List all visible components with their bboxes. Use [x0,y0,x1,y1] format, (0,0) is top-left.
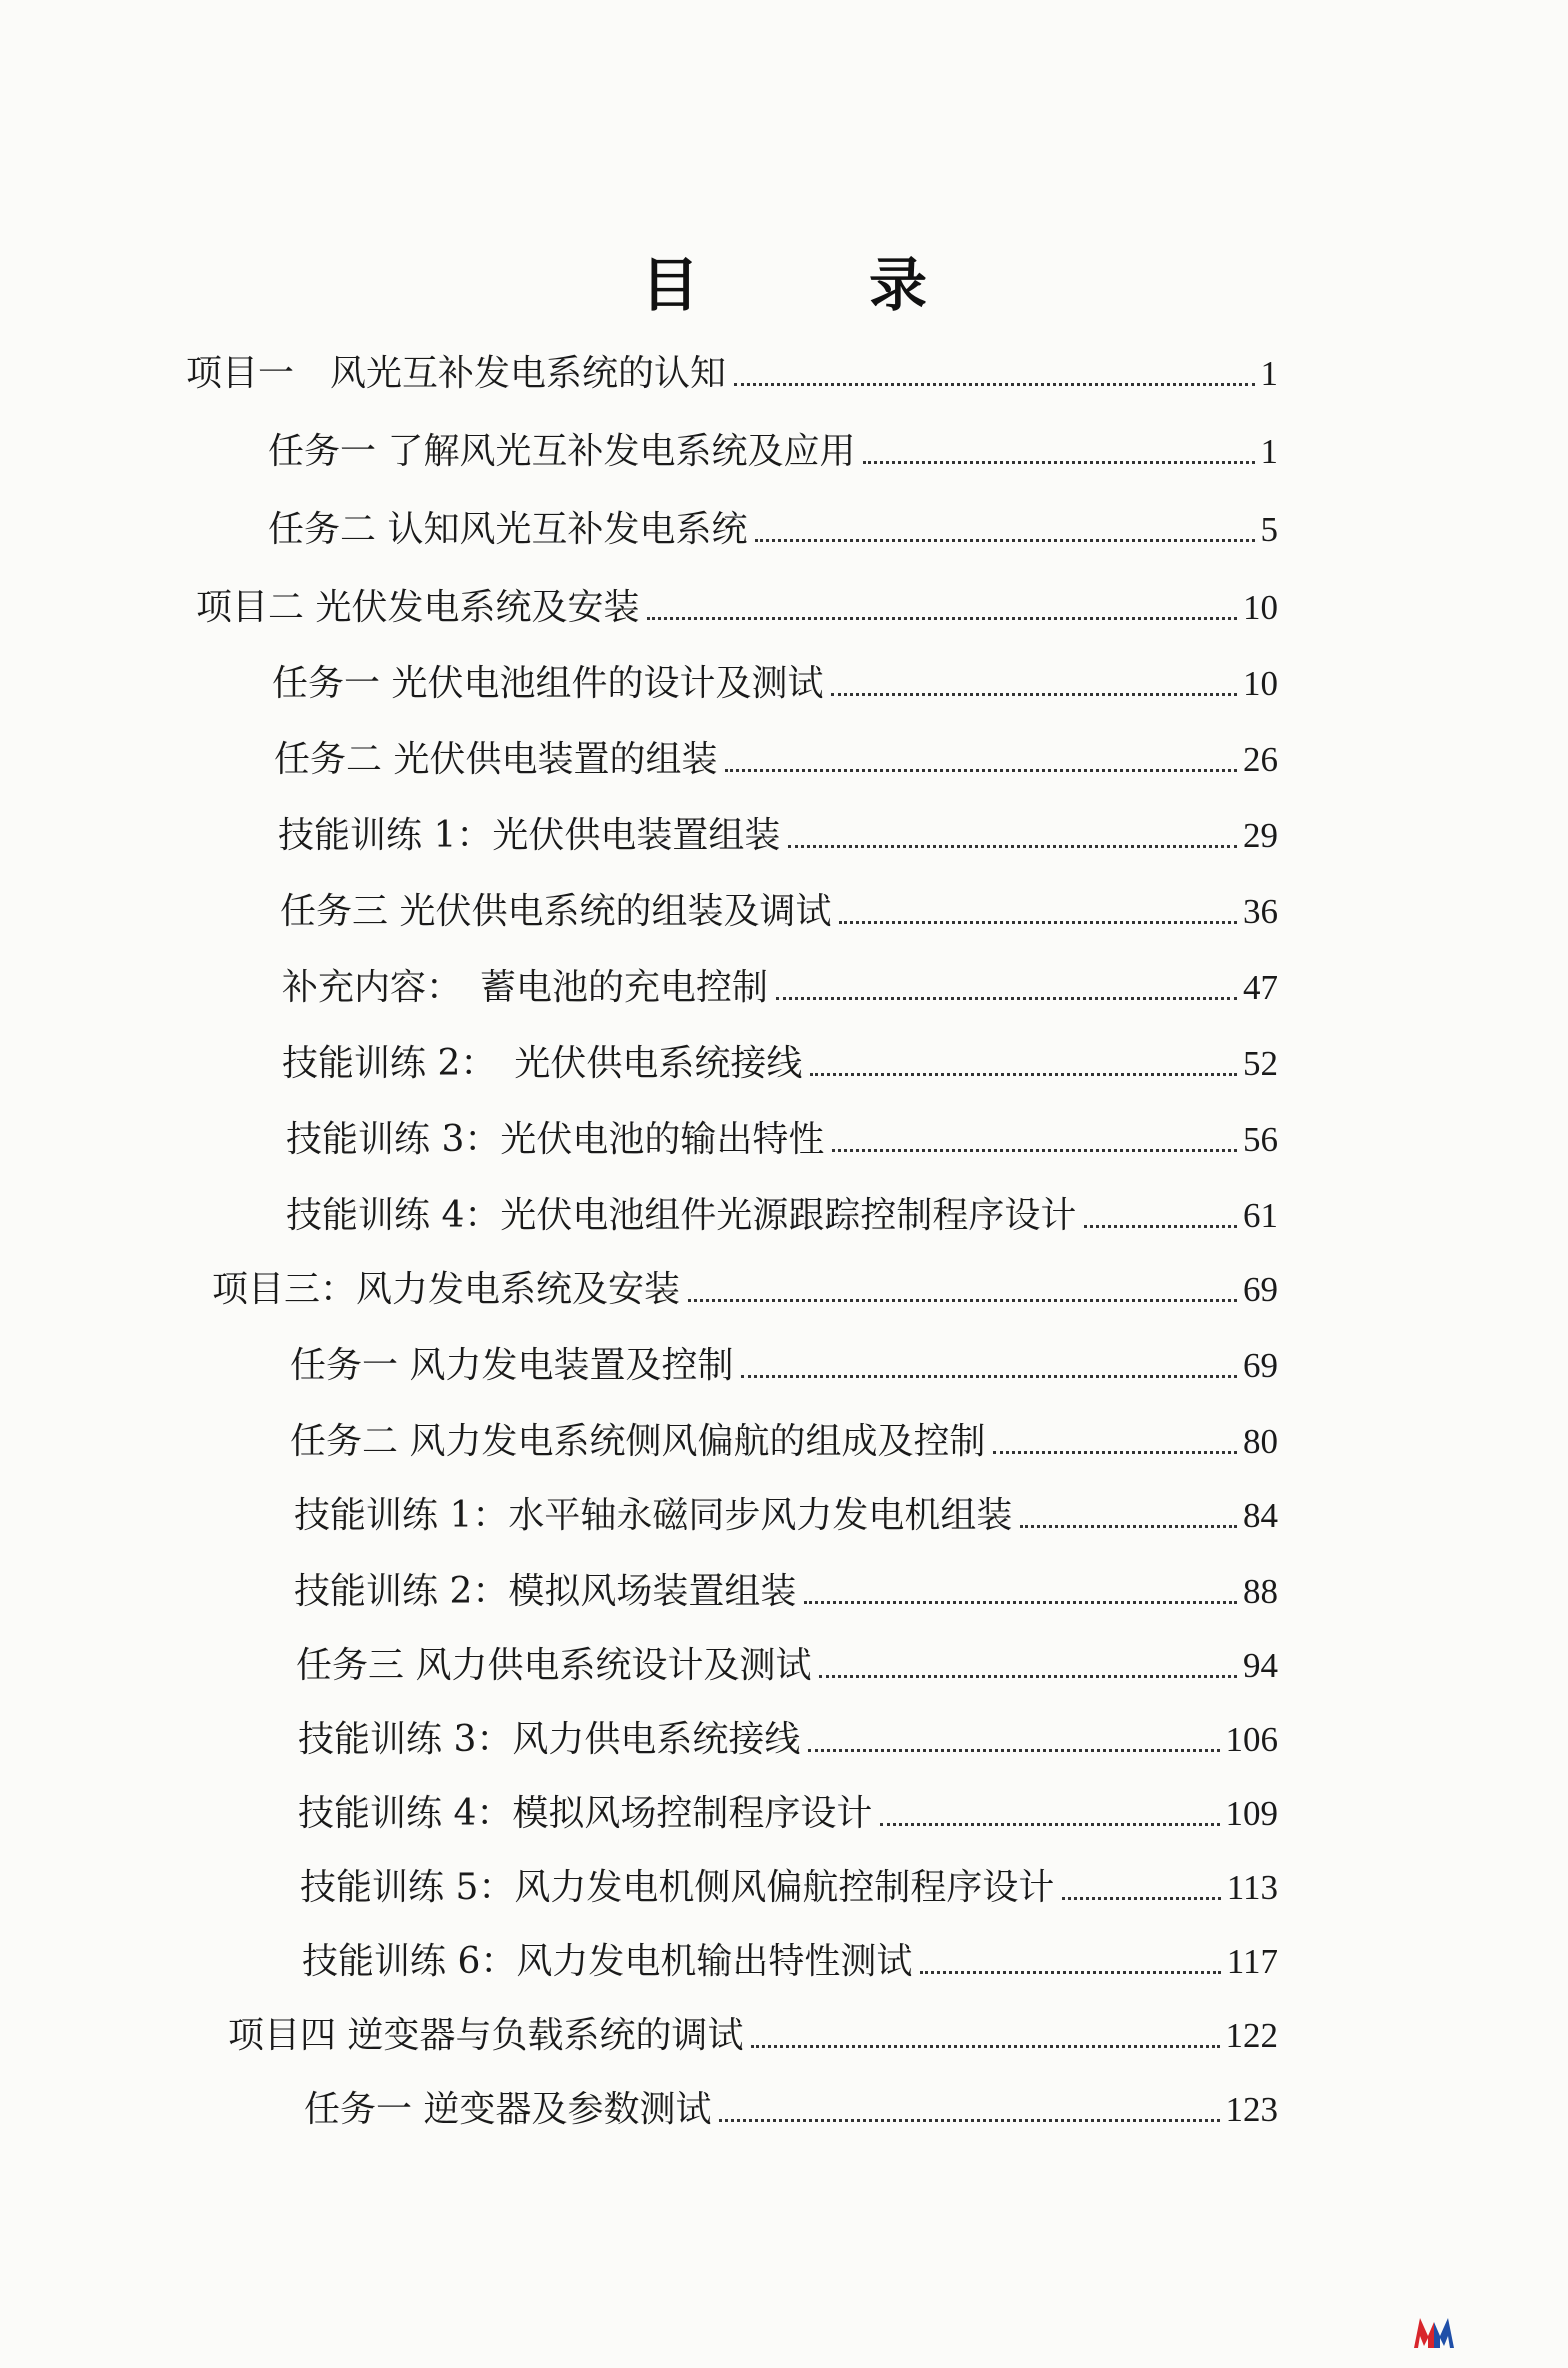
toc-entry-page: 109 [1225,1794,1278,1833]
toc-entry[interactable] [268,506,1278,554]
toc-entry[interactable] [268,428,1278,476]
toc-entry-label: 技能训练 1：水平轴永磁同步风力发电机组装 [294,1495,1013,1536]
toc-entry[interactable] [290,1418,1278,1466]
toc-entry[interactable] [278,812,1278,860]
toc-entry-page: 69 [1243,1270,1278,1309]
toc-leader-dots [880,1823,1219,1826]
toc-entry-label: 任务三 风力供电系统设计及测试 [296,1645,812,1686]
toc-entry[interactable] [212,1266,1278,1314]
toc-entry[interactable] [196,584,1278,632]
toc-leader-dots [832,1149,1237,1152]
toc-entry-label: 任务三 光伏供电系统的组装及调试 [280,891,832,932]
toc-entry[interactable] [294,1492,1278,1540]
toc-entry[interactable] [298,1716,1278,1764]
toc-entry[interactable] [290,1342,1278,1390]
toc-entry[interactable] [286,1116,1278,1164]
toc-entry-label: 技能训练 5：风力发电机侧风偏航控制程序设计 [300,1867,1055,1908]
toc-leader-dots [863,461,1254,464]
toc-entry-label: 补充内容： 蓄电池的充电控制 [282,967,769,1008]
toc-entry-page: 26 [1243,740,1278,779]
toc-entry[interactable] [186,350,1278,398]
toc-entry-label: 任务一 逆变器及参数测试 [304,2089,712,2130]
toc-entry-page: 5 [1260,510,1278,549]
toc-entry-label: 任务一 光伏电池组件的设计及测试 [272,663,824,704]
toc-entry-page: 84 [1243,1496,1278,1535]
toc-entry-page: 94 [1243,1646,1278,1685]
toc-entry-page: 123 [1225,2090,1278,2129]
toc-entry[interactable] [282,1040,1278,1088]
toc-entry[interactable] [294,1568,1278,1616]
toc-leader-dots [804,1601,1237,1604]
toc-entry-label: 任务一 风力发电装置及控制 [290,1345,734,1386]
toc-leader-dots [776,997,1237,1000]
toc-entry-page: 1 [1260,354,1278,393]
toc-leader-dots [719,2119,1219,2122]
toc-entry-page: 69 [1243,1346,1278,1385]
toc-entry-label: 项目一 风光互补发电系统的认知 [186,353,727,394]
toc-leader-dots [839,921,1237,924]
toc-entry-label: 任务一 了解风光互补发电系统及应用 [268,431,856,472]
toc-entry-page: 88 [1243,1572,1278,1611]
toc-leader-dots [734,383,1254,386]
toc-entry-label: 技能训练 2：模拟风场装置组装 [294,1571,797,1612]
toc-entry[interactable] [286,1192,1278,1240]
toc-entry-label: 技能训练 3：风力供电系统接线 [298,1719,801,1760]
toc-entry-label: 任务二 风力发电系统侧风偏航的组成及控制 [290,1421,986,1462]
toc-leader-dots [751,2045,1219,2048]
toc-leader-dots [741,1375,1237,1378]
publisher-logo-icon [1412,2314,1456,2350]
toc-leader-dots [810,1073,1237,1076]
toc-entry[interactable] [272,660,1278,708]
toc-entry-page: 10 [1243,664,1278,703]
toc-leader-dots [819,1675,1237,1678]
toc-entry-label: 技能训练 2： 光伏供电系统接线 [282,1043,803,1084]
toc-entry-page: 47 [1243,968,1278,1007]
toc-leader-dots [1062,1897,1220,1900]
toc-entry-page: 61 [1243,1196,1278,1235]
toc-entry-label: 任务二 认知风光互补发电系统 [268,509,748,550]
toc-entry[interactable] [228,2012,1278,2060]
toc-entry-label: 技能训练 6：风力发电机输出特性测试 [302,1941,913,1982]
toc-leader-dots [647,617,1237,620]
toc-entry[interactable] [280,888,1278,936]
toc-entry-page: 56 [1243,1120,1278,1159]
toc-entry-label: 技能训练 3：光伏电池的输出特性 [286,1119,825,1160]
toc-entry-page: 106 [1225,1720,1278,1759]
toc-entry-label: 项目三：风力发电系统及安装 [212,1269,681,1310]
toc-entry-page: 36 [1243,892,1278,931]
toc-entry[interactable] [298,1790,1278,1838]
toc-leader-dots [1084,1225,1237,1228]
toc-entry-page: 29 [1243,816,1278,855]
toc-entry-page: 117 [1226,1942,1278,1981]
toc-leader-dots [725,769,1237,772]
toc-leader-dots [920,1971,1220,1974]
toc-entry-label: 项目四 逆变器与负载系统的调试 [228,2015,744,2056]
toc-leader-dots [993,1451,1237,1454]
toc-leader-dots [1020,1525,1237,1528]
toc-entry[interactable] [274,736,1278,784]
toc-entry-page: 122 [1225,2016,1278,2055]
toc-entry-label: 任务二 光伏供电装置的组装 [274,739,718,780]
toc-entry-page: 52 [1243,1044,1278,1083]
toc-entry[interactable] [304,2086,1278,2134]
toc-entry-page: 113 [1226,1868,1278,1907]
toc-entry-page: 1 [1260,432,1278,471]
toc-entry[interactable] [300,1864,1278,1912]
toc-leader-dots [688,1299,1237,1302]
toc-entry[interactable] [302,1938,1278,1986]
toc-entry[interactable] [296,1642,1278,1690]
toc-leader-dots [831,693,1237,696]
toc-entry-label: 技能训练 4：光伏电池组件光源跟踪控制程序设计 [286,1195,1077,1236]
toc-entry-label: 项目二 光伏发电系统及安装 [196,587,640,628]
toc-entry-page: 10 [1243,588,1278,627]
toc-leader-dots [808,1749,1219,1752]
toc-entry[interactable] [282,964,1278,1012]
toc-entry-label: 技能训练 4：模拟风场控制程序设计 [298,1793,873,1834]
page-title: 目 录 [640,251,983,319]
toc-leader-dots [755,539,1254,542]
toc-entry-page: 80 [1243,1422,1278,1461]
toc-entry-label: 技能训练 1：光伏供电装置组装 [278,815,781,856]
toc-leader-dots [788,845,1237,848]
